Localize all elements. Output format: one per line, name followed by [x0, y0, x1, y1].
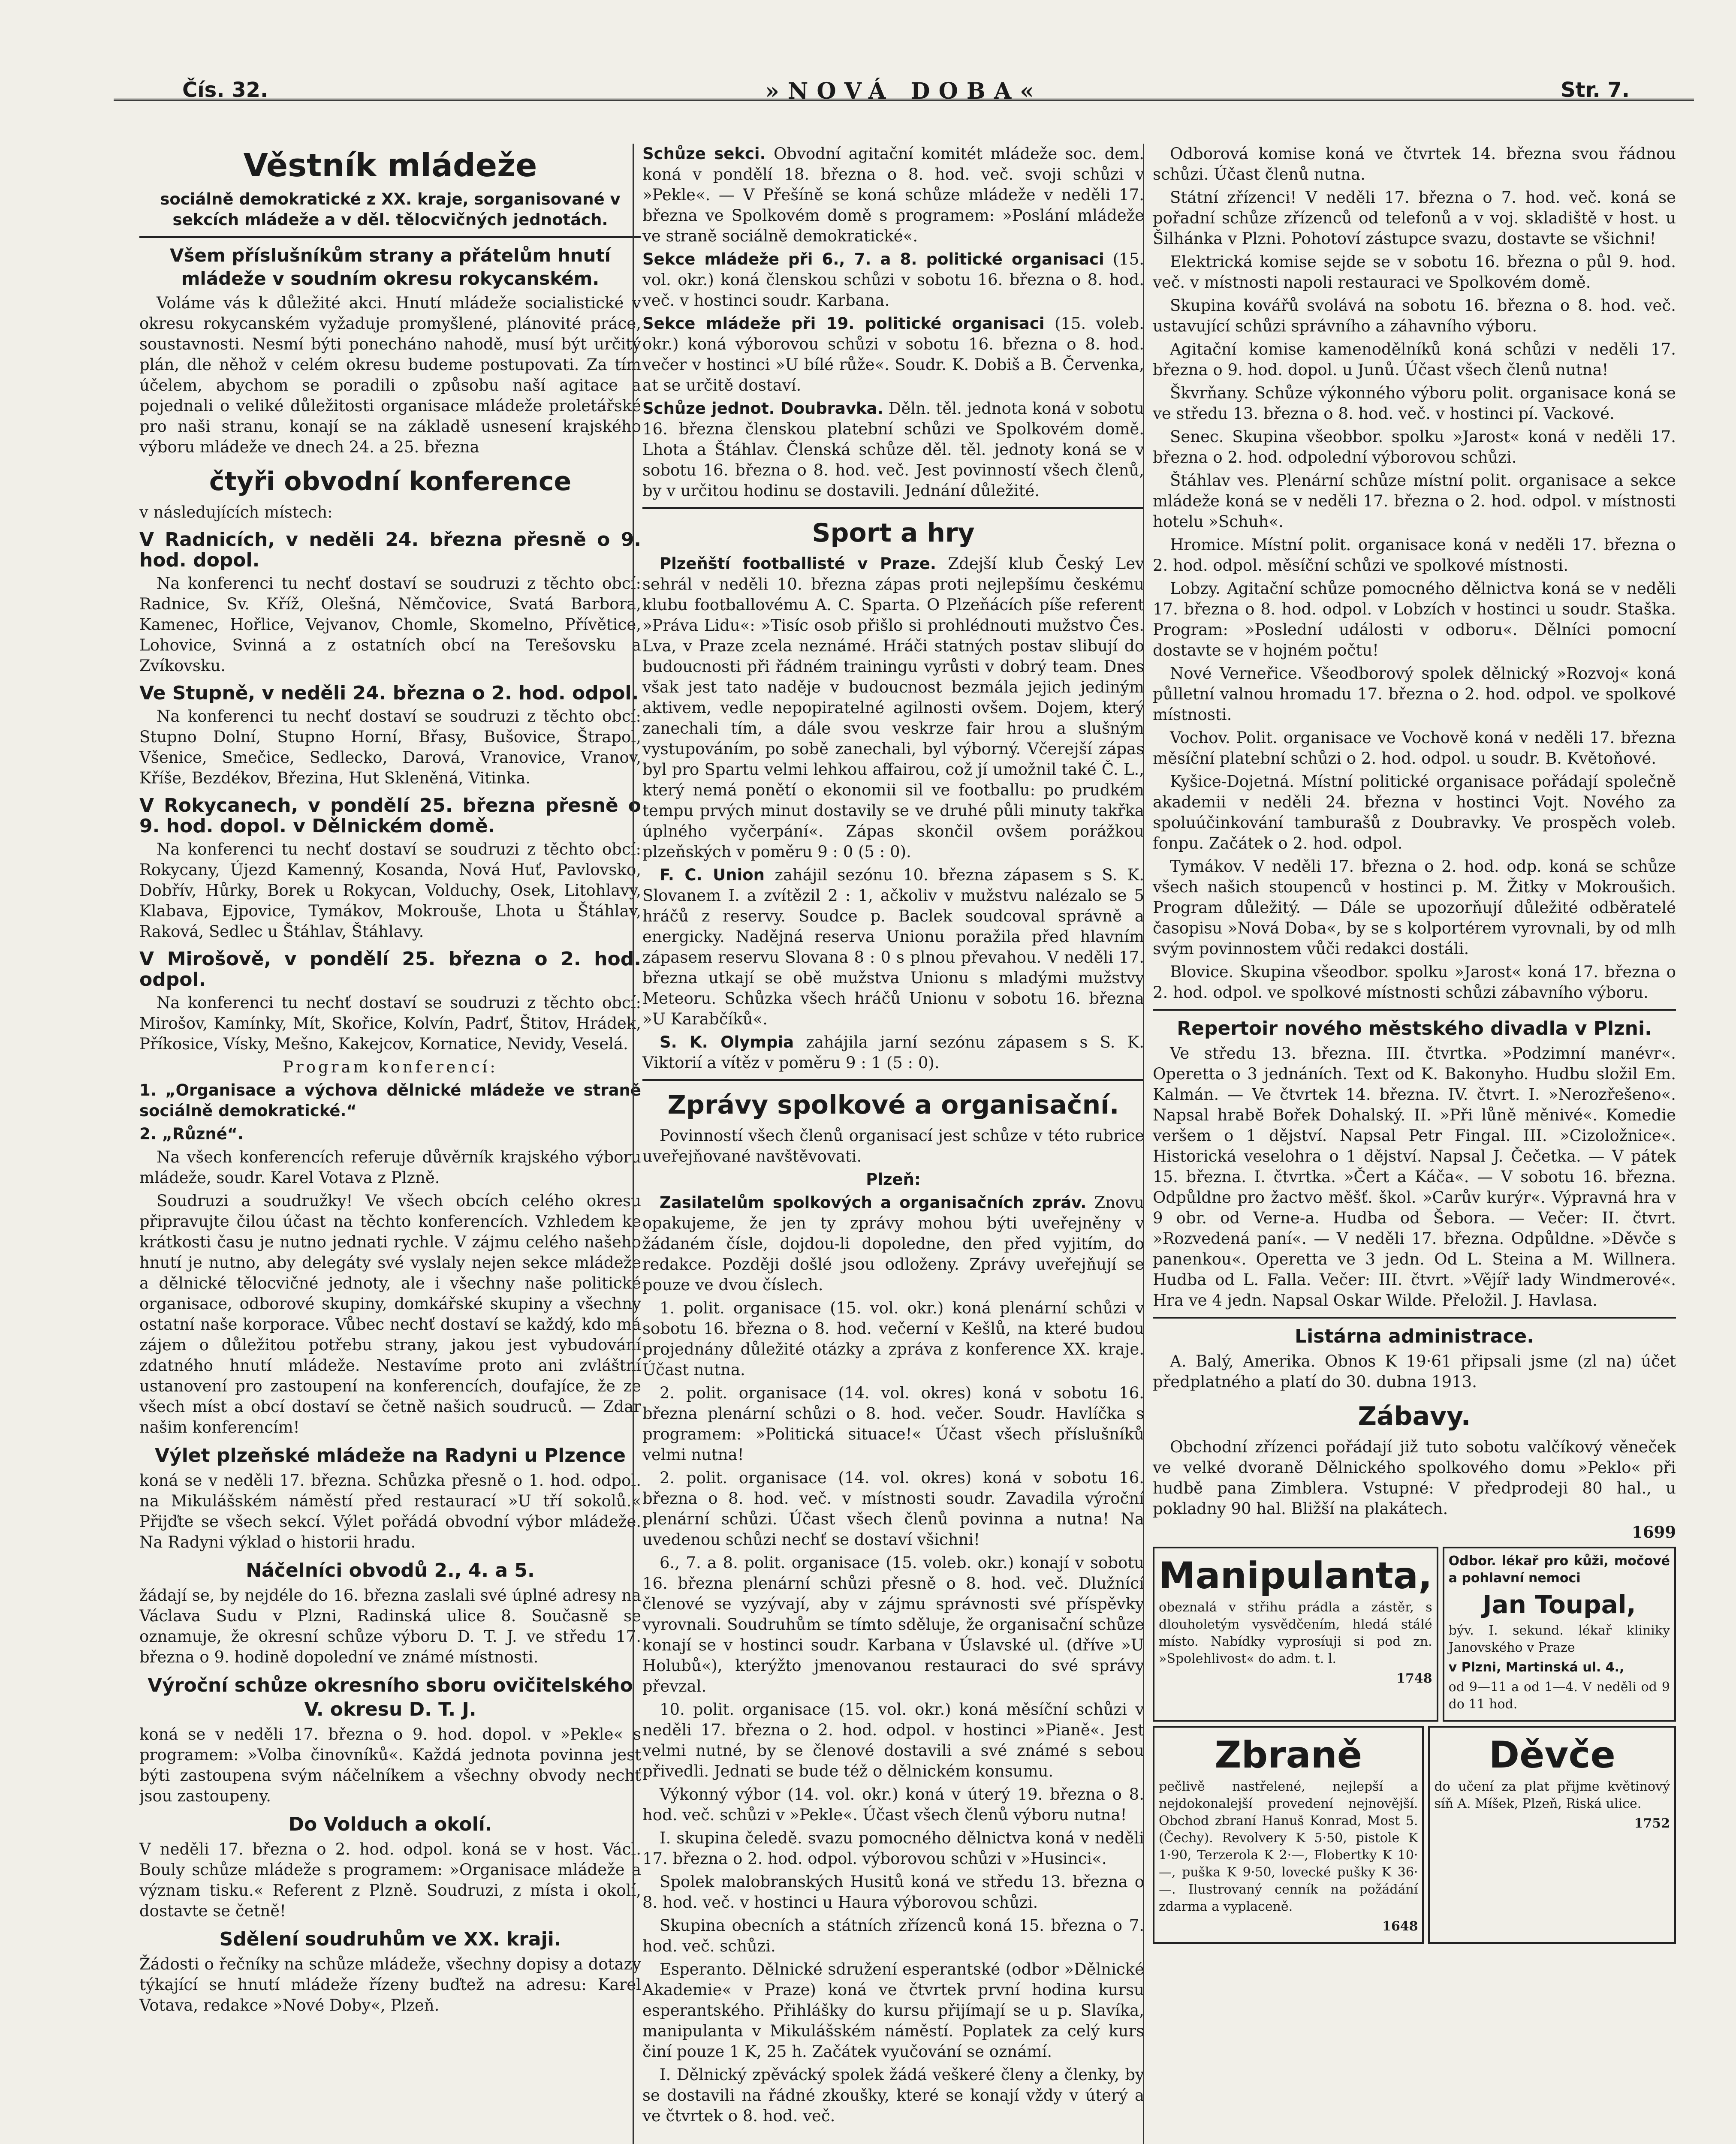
- ad-title: Zbraně: [1215, 1734, 1362, 1777]
- regional-item: Skupina kovářů svolává na sobotu 16. března o 8. hod. več. ustavující schůzi správního a záhavního výboru.: [1153, 296, 1676, 335]
- admin-mail-title: Listárna administrace.: [1295, 1325, 1534, 1347]
- regional-item: Elektrická komise sejde se v sobotu 16. března o půl 9. hod. več. v místnosti napoli restauraci ve Spolkovém domě.: [1153, 253, 1676, 292]
- section-title: Věstník mládeže: [243, 147, 537, 184]
- meeting-text: (15. voleb. okr.) koná výborovou schůzi v sobotu 16. března o 8. hod. večer v hostinci »U bílé růže«. Soudr. K. Dobiš a B. Červenka, at se určitě dostaví.: [642, 314, 1144, 394]
- appeal-heading: Všem příslušníkům strany a přátelům hnutí mládeže v soudním okresu rokycanském.: [170, 245, 611, 289]
- org-item: 2. polit. organisace (14. vol. okres) koná v sobotu 16. března o 8. hod. več. v místnosti soudr. Zavadila výroční plenární schůzi. Účast všech členů povinna a nutna! Na uvedenou schůzi nechť se dostaví všichni!: [642, 1469, 1144, 1549]
- regional-item: Agitační komise kamenodělníků koná schůzi v neděli 17. března o 9. hod. dopol. u Junů. Účast všech členů nutna!: [1153, 340, 1676, 379]
- regional-item: Tymákov. V neděli 17. března o 2. hod. odp. koná se schůze všech našich stoupenců v hostinci p. M. Žitky v Mokroušich. Program důležitý. — Dále se upozorňují důležité odběratelé časopisu »Nová Doba«, by se s kolportérem vyrovnali, by od mlh svým povinnostem vůči redakci dostáli.: [1153, 857, 1676, 958]
- speaker-text: Na všech konferencích referuje důvěrník krajského výboru mládeže, soudr. Karel Votava z Plzně.: [139, 1148, 641, 1187]
- appeal-text: Soudruzi a soudružky! Ve všech obcích celého okresu připravujte čilou účast na těchto konferencích. Vzhledem ke krátkosti času je nutno jednati rychle. V zájmu celého našeho hnutí je nutno, aby delegáty své vyslaly nejen sekce mládeže a dělnické tělocvičné jednoty, ale i všechny naše politické organisace, odborové skupiny, domkářské skupiny a všechny ostatní naše korporace. Vůbec nechť dostaví se každý, kdo má zájem o důležitou potřebu strany, jakou jest vybudování zdatného hnutí mládeže. Nestavíme proto ani zvláštní ustanovení pro zastoupení na konferencích, doufajíce, že ze všech míst a obcí dostaví se četně našich soudruců. — Zdar našim konferencím!: [139, 1192, 641, 1436]
- org-item: I. skupina čeledě. svazu pomocného dělnictva koná v neděli 17. března o 2. hod. odpol. výborovou schůzi v »Husinci«.: [642, 1829, 1144, 1868]
- org-item: Výkonný výbor (14. vol. okr.) koná v úterý 19. března o 8. hod. več. schůzi v »Pekle«. Účast všech členů výboru nutna!: [642, 1785, 1144, 1824]
- society-news-intro: Povinností všech členů organisací jest schůze v této rubrice uveřejňované navštěvovati.: [642, 1126, 1144, 1165]
- location-heading: V Mirošově, v pondělí 25. března o 2. hod. odpol.: [139, 948, 641, 991]
- org-item: Esperanto. Dělnické sdružení esperantské (odbor »Dělnické Akademie« v Praze) koná ve čtvrtek první hodina kursu esperantského. Přihlášky do kursu přijímají se u p. Slavíka, manipulanta v Mikulášském náměstí. Poplatek za celý kurs činí pouze 1 K, 25 h. Začátek vyučování se oznámí.: [642, 1960, 1144, 2061]
- ad-text: v Plzni, Martinská ul. 4.,: [1448, 1660, 1624, 1675]
- ad-girl: [1428, 1726, 1676, 1944]
- meeting-title: Schůze sekci.: [642, 145, 766, 163]
- ad-number: 1699: [1632, 1523, 1676, 1542]
- sport-item-title: S. K. Olympia: [660, 1033, 794, 1051]
- notice-item-text: Znovu opakujeme, že jen ty zprávy mohou býti uveřejněny v žádaném čísle, dojdou-li dopoledne, den před vyjitím, do redakce. Později došlé jsou odloženy. Zprávy uveřejňují se pouze ve dvou číslech.: [642, 1193, 1144, 1294]
- ad-title: Děvče: [1489, 1734, 1615, 1777]
- program-title: Program konferencí:: [283, 1058, 498, 1076]
- notice-title: Náčelníci obvodů 2., 4. a 5.: [246, 1560, 535, 1581]
- divider: [139, 236, 641, 238]
- sport-item: [642, 1032, 1144, 1073]
- regional-item: Odborová komise koná ve čtvrtek 14. března svou řádnou schůzi. Účast členů nutna.: [1153, 145, 1676, 184]
- notice-title: Do Volduch a okolí.: [288, 1813, 492, 1835]
- entertainment-title: Zábavy.: [1358, 1401, 1471, 1431]
- paper-title: »NOVÁ DOBA«: [765, 78, 1043, 104]
- notice-text: žádají se, by nejdéle do 16. března zaslali své úplné adresy na Václava Sudu v Plzni, Radinská ulice 8. Současně se oznamuje, že okresní schůze výboru D. T. J. ve středu 17. března o 9. hodině dopolední ve známé místnosti.: [139, 1586, 641, 1666]
- section-subtitle: sociálně demokratické z XX. kraje, sorganisované v sekcích mládeže a v děl. tělocvičných jednotách.: [160, 190, 621, 229]
- meeting-text: Obvodní agitační komitét mládeže soc. dem. koná v pondělí 18. března o 8. hod. več. svoji schůzi v »Pekle«. — V Přešíně se koná schůze mládeže v neděli 17. března ve Spolkovém domě s programem: »Poslání mládeže ve straně sociálně demokratické«.: [642, 145, 1144, 245]
- meeting-item: [642, 398, 1144, 501]
- org-item: Spolek malobranských Husitů koná ve středu 13. března o 8. hod. več. v hostinci u Haura výborovou schůzi.: [642, 1873, 1144, 1912]
- ad-text: býv. I. sekund. lékař kliniky Janovského v Praze: [1448, 1623, 1670, 1655]
- page-number: Str. 7.: [1561, 78, 1630, 102]
- ads-row: [1153, 1726, 1676, 1944]
- org-item: 1. polit. organisace (15. vol. okr.) koná plenární schůzi v sobotu 16. března o 8. hod. večerní v Kešlů, na které budou projednány důležité otázky a zpráva z konference XX. kraje. Účast nutna.: [642, 1299, 1144, 1379]
- sport-item-text: zahájil sezónu 10. března zápasem s S. K. Slovanem I. a zvítězil 2 : 1, ačkoliv v mužstvu nalézalo se 5 hráčů z reservy. Soudce p. Baclek soudcoval správně a energicky. Nadějná reserva Unionu poražila před hlavním zápasem reservu Slovana 8 : 0 s plnou převahou. V neděli 17. března utkají se obě mužstva Unionu s mladými mužstvy Meteoru. Schůzka všech hráčů Unionu v sobotu 16. března »U Karabčíků«.: [642, 866, 1144, 1028]
- divider: [1153, 1317, 1676, 1319]
- notice-title: Sdělení soudruhům ve XX. kraji.: [219, 1928, 561, 1950]
- location-heading: V Radnicích, v neděli 24. března přesně o 9. hod. dopol.: [139, 529, 641, 571]
- meeting-title: Schůze jednot. Doubravka.: [642, 399, 883, 418]
- meeting-item: [642, 249, 1144, 311]
- masthead: [114, 47, 1694, 104]
- ad-manipulanta: [1153, 1547, 1438, 1722]
- column-sport-and-notices: [633, 144, 1144, 2144]
- issue-number: Čís. 32.: [182, 78, 268, 102]
- regional-item: Kyšice-Dojetná. Místní politické organisace pořádají společně akademii v neděli 24. března v hostinci Vojt. Nového za spoluúčinkování tamburašů z Doubravky. Ve prospěch voleb. fonpu. Začátek o 2. hod. odpol.: [1153, 772, 1676, 852]
- ad-title: Manipulanta,: [1159, 1554, 1432, 1597]
- city-heading: Plzeň:: [866, 1170, 921, 1189]
- sport-item: [642, 865, 1144, 1030]
- admin-mail-text: A. Balý, Amerika. Obnos K 19·61 připsali jsme (zl na) účet předplatného a platí do 30. dubna 1913.: [1153, 1352, 1676, 1391]
- notice-title: Výlet plzeňské mládeže na Radyni u Plzence: [154, 1445, 626, 1466]
- repertoire-title: Repertoir nového městského divadla v Plzni.: [1177, 1018, 1652, 1039]
- sport-item-title: F. C. Union: [660, 866, 765, 884]
- org-item: I. Dělnický zpěvácký spolek žádá veškeré členy a členky, by se dostavili na řádné zkoušky, které se konají vždy v úterý a ve čtvrtek o 8. hod. več.: [642, 2066, 1144, 2125]
- regional-item: Hromice. Místní polit. organisace koná v neděli 17. března o 2. hod. odpol. měsíční schůzi ve spolkové místnosti.: [1153, 536, 1676, 575]
- divider: [642, 1079, 1144, 1081]
- org-item: 6., 7. a 8. polit. organisace (15. voleb. okr.) konají v sobotu 16. března plenární schůzi přesně o 8. hod. več. Dlužnící členové se vyzývají, aby v zájmu správnosti své příspěvky vyrovnali. Soudruhům se tímto sděluje, že organisační schůze konají se v hostinci soudr. Karbana v Úslavské ul. (dříve »U Holubů«), kterýžto jmenovanou restauraci do své správy převzal.: [642, 1554, 1144, 1695]
- notice-item: [642, 1192, 1144, 1295]
- org-item: Skupina obecních a státních zřízenců koná 15. března o 7. hod. več. schůzi.: [642, 1916, 1144, 1955]
- ad-doctor: [1443, 1547, 1676, 1722]
- regional-item: Štáhlav ves. Plenární schůze místní polit. organisace a sekce mládeže koná se v neděli 17. března o 2. hod. odpol. v místnosti hotelu »Schuh«.: [1153, 471, 1676, 531]
- divider: [1153, 1009, 1676, 1011]
- meeting-item: [642, 144, 1144, 247]
- program-item: 1. „Organisace a výchova dělnické mládeže ve straně sociálně demokratické.“: [139, 1081, 641, 1120]
- ad-weapons: [1153, 1726, 1424, 1944]
- newspaper-page: [41, 47, 1694, 2144]
- meeting-item: [642, 313, 1144, 396]
- column-regional-and-ads: [1143, 144, 1676, 2144]
- society-news-title: Zprávy spolkové a organisační.: [667, 1090, 1119, 1120]
- location-text: Na konferenci tu nechť dostaví se soudruzi z těchto obcí: Mirošov, Kamínky, Mít, Skořice, Kolvín, Padrť, Štitov, Hrádek, Příkosice, Vísky, Mešno, Kakejcov, Kornatice, Nevidy, Veselá.: [139, 994, 641, 1053]
- repertoire-text: Ve středu 13. března. III. čtvrtka. »Podzimní manévr«. Operetta o 3 jednáních. Text od K. Bakonyho. Hudbu složil Em. Kalmán. — Ve čtvrtek 14. března. IV. čtvrt. I. »Nerozřešeno«. Napsal hrabě Bořek Dohalský. II. »Při lůně měnivé«. Komedie veršem o 1 dějství. Napsal Petr Fingal. III. »Cizoložnice«. Historická veselohra o 1 dějství. Napsal J. Čečetka. — V pátek 15. března. I. čtvrtka. »Čert a Káča«. — V sobotu 16. března. Odpůldne pro žactvo měšť. škol. »Carův kurýr«. Výpravná hra v 9 obr. od Verne-a. Hudba od Šebora. — Večer: II. čtvrt. »Rozvedená paní«. — V neděli 17. března. Odpůldne. »Děvče s panenkou«. Operetta ve 3 jedn. Od L. Steina a M. Willnera. Hudba od L. Falla. Večer: III. čtvrt. »Vějíř lady Windmerové«. Hra ve 4 jedn. Napsal Oskar Wilde. Přeložil. J. Havlasa.: [1153, 1044, 1676, 1310]
- ads-row: [1153, 1547, 1676, 1722]
- location-text: Na konferenci tu nechť dostaví se soudruzi z těchto obcí: Radnice, Sv. Kříž, Olešná, Němčovice, Svatá Barbora, Kamenec, Hořlice, Vejvanov, Chomle, Skomelno, Přívětice, Lohovice, Svinná a z ostatních obcí na Terešovsku a Zvíkovsku.: [139, 574, 641, 675]
- meeting-title: Sekce mládeže při 6., 7. a 8. politické organisaci: [642, 250, 1104, 268]
- meeting-text: Děln. těl. jednota koná v sobotu 16. března členskou platební schůzi ve Spolkovém domě. Lhota a Štáhlav. Členská schůze děl. těl. jednoty koná se v sobotu 16. března o 8. hod. več. Jest povinností všech členů, by v určitou hodinu se dostavili. Jednání důležité.: [642, 399, 1144, 500]
- notice-text: koná se v neděli 17. března. Schůzka přesně o 1. hod. odpol. na Mikulášském náměstí před restaurací »U tří sokolů.« Přijďte se všech sekcí. Výlet pořádá obvodní výbor mládeže. Na Radyni výklad o historii hradu.: [139, 1471, 641, 1551]
- sport-title: Sport a hry: [812, 518, 975, 548]
- intro-text: Voláme vás k důležité akci. Hnutí mládeže socialistické v okresu rokycanském vyžaduje promyšlené, plánovité práce, soustavnosti. Nesmí býti ponecháno nahodě, musí být určitý plán, dle něhož v celém okresu budeme postupovati. Za tím účelem, abychom se poradili o způsobu naší agitace a pojednali o veliké důležitosti organisace mládeže proletářské pro naši stranu, konají se na základě usnesení krajského výboru mládeže ve dnech 24. a 25. března: [139, 294, 641, 456]
- sport-item-text: Zdejší klub Český Lev sehrál v neděli 10. března zápas proti nejlepšímu českému klubu footballovému A. C. Sparta. O Plzeňácích píše referent »Práva Lidu«: »Tisíc osob přišlo si prohlédnouti mužstvo Čes. Lva, v Praze zcela neznámé. Hráči statných postav slibují do budoucnosti při řádném trainingu vyrůsti v dobrý team. Dnes však jest tato naděje v budoucnost bezmála jejich jediným aktivem, vedle nepopiratelné agilnosti ovšem. Dojem, který zanechali tím, a dále svou veskrze fair hrou a slušným vystupováním, po sobě zanechali, byl výborný. Včerejší zápas byl pro Spartu velmi lehkou affairou, což jí umožnil také Č. L., který nemá ponětí o ekonomii sil ve footballu: po prudkém tempu prvých minut dostavily se ve druhé půli minuty takřka úplného vyčerpání«. Zápas skončil ovšem porážkou plzeňských v poměru 9 : 0 (5 : 0).: [642, 554, 1144, 861]
- ad-text: od 9—11 a od 1—4. V neděli od 9 do 11 hod.: [1448, 1680, 1670, 1712]
- ad-text: pečlivě nastřelené, nejlepší a nejdokonalejší provedení nejnovější. Obchod zbraní Hanuš Konrad, Most 5. (Čechy). Revolvery K 5·50, pistole K 1·90, Terzerola K 2·—, Flobertky K 10·—, puška K 9·50, lovecké pušky K 36·—. Ilustrovaný cenník na požádání zdarma a vyplaceně.: [1159, 1779, 1418, 1914]
- regional-item: Blovice. Skupina všeodbor. spolku »Jarost« koná 17. března o 2. hod. odpol. ve spolkové místnosti schůzi zábavního výboru.: [1153, 963, 1676, 1002]
- org-item: 2. polit. organisace (14. vol. okres) koná v sobotu 16. března plenární schůzi o 8. hod. večer. Soudr. Havlíčka s programem: »Politická situace!« Účast všech příslušníků velmi nutna!: [642, 1384, 1144, 1464]
- ad-number: 1648: [1382, 1919, 1418, 1934]
- ad-number: 1748: [1396, 1671, 1432, 1686]
- location-text: Na konferenci tu nechť dostaví se soudruzi z těchto obcí: Stupno Dolní, Stupno Horní, Břasy, Bušovice, Štrapol, Všenice, Smečice, Sedlecko, Darová, Vranovice, Vranov, Kříše, Bezdékov, Březina, Hut Skleněná, Vitinka.: [139, 707, 641, 787]
- sport-item-text: zahájila jarní sezónu zápasem s S. K. Viktorií a vítěz v poměru 9 : 1 (5 : 0).: [642, 1033, 1144, 1072]
- regional-item: Senec. Skupina všeobbor. spolku »Jarost« koná v neděli 17. března o 2. hod. odpolední výborovou schůzi.: [1153, 428, 1676, 467]
- meeting-text: (15. vol. okr.) koná členskou schůzi v sobotu 16. března o 8. hod. več. v hostinci soudr. Karbana.: [642, 250, 1144, 310]
- sport-item: [642, 554, 1144, 862]
- column-youth-bulletin: [139, 144, 641, 2144]
- notice-item-title: Zasilatelům spolkových a organisačních zpráv.: [660, 1193, 1087, 1212]
- ad-title: Jan Toupal,: [1482, 1590, 1636, 1619]
- divider: [642, 507, 1144, 509]
- notice-text: V neděli 17. března o 2. hod. odpol. koná se v host. Václ. Bouly schůze mládeže s programem: »Organisace mládeže a význam tisku.« Referent z Plzně. Soudruzi, z místa i okolí, dostavte se četně!: [139, 1840, 641, 1920]
- location-heading: Ve Stupně, v neděli 24. března o 2. hod. odpol.: [139, 682, 639, 704]
- regional-item: Lobzy. Agitační schůze pomocného dělnictva koná se v neděli 17. března o 8. hod. odpol. v Lobzích v hostinci u soudr. Staška. Program: »Poslední události v odboru«. Dělníci pomocní dostavte se v hojném počtu!: [1153, 579, 1676, 659]
- regional-item: Státní zřízenci! V neděli 17. března o 7. hod. več. koná se pořadní schůze zřízenců od telefonů a v voj. skladiště v host. u Šilhánka v Plzni. Pohotoví zástupce svazu, dostavte se všichni!: [1153, 188, 1676, 248]
- ad-text: do učení za plat přijme květinový síň A. Míšek, Plzeň, Riská ulice.: [1434, 1779, 1670, 1811]
- notice-text: koná se v neděli 17. března o 9. hod. dopol. v »Pekle« s programem: »Volba činovníků«. Každá jednota povinna jest býti zastoupena svým náčelníkem a všechny obvody nechť jsou zastoupeny.: [139, 1725, 641, 1805]
- notice-text: Žádosti o řečníky na schůze mládeže, všechny dopisy a dotazy týkající se hnutí mládeže řízeny buďtež na adresu: Karel Votava, redakce »Nové Doby«, Plzeň.: [139, 1955, 641, 2015]
- org-item: 10. polit. organisace (15. vol. okr.) koná měsíční schůzi v neděli 17. března o 2. hod. odpol. v hostinci »Pianě«. Jest velmi nutné, by se členové dostavili a své známé s sebou přivedli. Jednati se bude též o dělnickém konsumu.: [642, 1700, 1144, 1780]
- sport-item-title: Plzeňští footballisté v Praze.: [660, 554, 936, 573]
- conference-title: čtyři obvodní konference: [209, 467, 572, 497]
- notice-title: Výroční schůze okresního sboru ovičitelského V. okresu D. T. J.: [148, 1674, 633, 1720]
- program-item: 2. „Různé“.: [139, 1125, 244, 1143]
- regional-item: Vochov. Polit. organisace ve Vochově koná v neděli 17. března měsíční platební schůzi o 2. hod. odpol. u soudr. B. Květoňové.: [1153, 729, 1676, 768]
- ad-number: 1752: [1634, 1816, 1670, 1831]
- ad-text: obeznalá v střihu prádla a zástěr, s dlouholetým vysvědčením, hledá stálé místo. Nabídky vyprosíuji si pod zn. »Spolehlivost« do adm. t. l.: [1159, 1600, 1432, 1666]
- location-text: Na konferenci tu nechť dostaví se soudruzi z těchto obcí: Rokycany, Újezd Kamenný, Kosanda, Nová Huť, Pavlovsko, Dobřív, Hůrky, Borek u Rokycan, Volduchy, Osek, Litohlavy, Klabava, Ejpovice, Tymákov, Mokrouše, Lhota u Štáhlav, Raková, Sedlec u Štáhlav, Štáhlavy.: [139, 840, 641, 941]
- location-heading: V Rokycanech, v pondělí 25. března přesně o 9. hod. dopol. v Dělnickém domě.: [139, 795, 641, 837]
- conference-lead: v následujících místech:: [139, 503, 333, 521]
- regional-item: Nové Verneřice. Všeodborový spolek dělnický »Rozvoj« koná půlletní valnou hromadu 17. března o 2. hod. odpol. ve spolkové místnosti.: [1153, 664, 1676, 724]
- regional-item: Škvrňany. Schůze výkonného výboru polit. organisace koná se ve středu 13. března o 8. hod. več. v hostinci pí. Vackové.: [1153, 384, 1676, 423]
- ad-text: Odbor. lékař pro kůži, močové a pohlavní nemoci: [1448, 1554, 1670, 1586]
- meeting-title: Sekce mládeže při 19. politické organisaci: [642, 314, 1045, 333]
- entertainment-text: Obchodní zřízenci pořádají již tuto sobotu valčíkový věneček ve velké dvoraně Dělnického spolkového domu »Peklo« při hudbě pana Zimblera. Vstupné: V předprodeji 80 hal., u pokladny 90 hal. Bližší na plakátech.: [1153, 1438, 1676, 1518]
